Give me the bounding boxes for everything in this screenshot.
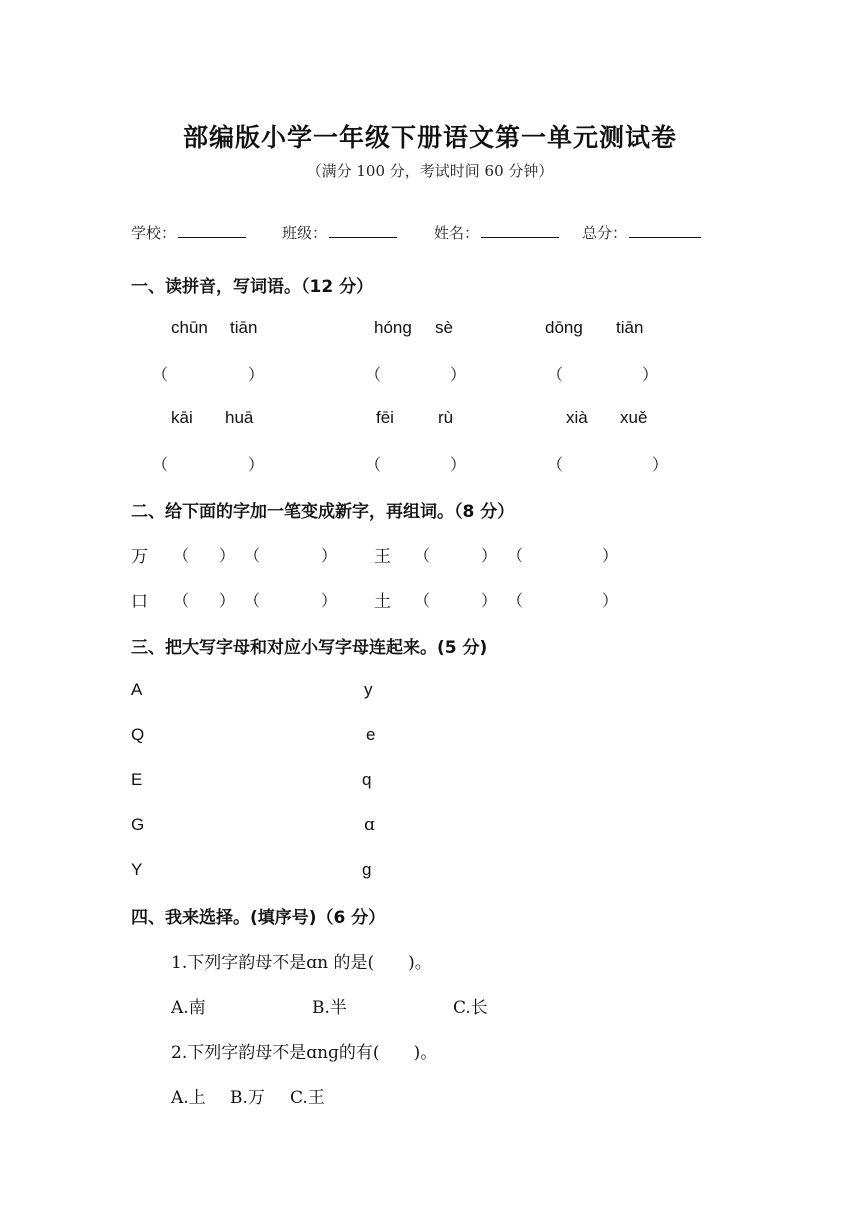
option-c[interactable]: C.长 (453, 998, 488, 1018)
school-field[interactable] (131, 222, 246, 243)
base-character: 口 (131, 592, 148, 612)
uppercase-letter: G (131, 815, 145, 834)
answer-paren-open: （ (547, 455, 564, 474)
answer-paren-close: ） (219, 591, 236, 610)
class-blank[interactable] (329, 223, 397, 238)
pinyin-syllable: xuě (620, 408, 648, 427)
option-c[interactable]: C.王 (290, 1088, 325, 1108)
base-character: 王 (374, 547, 391, 567)
answer-paren-close: ） (248, 455, 265, 474)
pinyin-syllable: rù (438, 408, 454, 427)
answer-paren-close: ） (481, 546, 498, 565)
uppercase-letter: A (131, 680, 143, 699)
answer-paren-close: ） (602, 591, 619, 610)
answer-paren-open: （ (365, 455, 382, 474)
name-label: 姓名： (434, 224, 480, 242)
answer-paren-open: （ (173, 591, 190, 610)
base-character: 万 (131, 547, 148, 567)
pinyin-syllable: huā (225, 408, 254, 427)
class-field[interactable] (282, 222, 397, 243)
pinyin-syllable: chūn (171, 318, 208, 337)
pinyin-syllable: tiān (230, 318, 258, 337)
school-label: 学校： (131, 224, 177, 242)
name-field[interactable] (434, 222, 559, 243)
section3-heading: 三、把大写字母和对应小写字母连起来。(5 分) (131, 638, 488, 658)
answer-paren-open: （ (507, 546, 524, 565)
answer-paren-open: （ (414, 591, 431, 610)
option-a[interactable]: A.上 (171, 1088, 206, 1108)
pinyin-syllable: sè (435, 318, 453, 337)
page-title: 部编版小学一年级下册语文第一单元测试卷 (182, 123, 677, 152)
answer-paren-close: ） (219, 546, 236, 565)
school-blank[interactable] (178, 223, 246, 238)
answer-paren-open: （ (244, 546, 261, 565)
base-character: 土 (374, 592, 391, 612)
answer-paren-close: ） (652, 455, 669, 474)
option-a[interactable]: A.南 (171, 998, 206, 1018)
lowercase-letter: ɑ (364, 815, 375, 835)
uppercase-letter: Y (131, 860, 143, 879)
pinyin-syllable: fēi (376, 408, 394, 427)
pinyin-syllable: hóng (374, 318, 412, 337)
section4-heading: 四、我来选择。(填序号)（6 分） (131, 908, 386, 928)
answer-paren-close: ） (321, 546, 338, 565)
answer-paren-open: （ (152, 365, 169, 384)
option-b[interactable]: B.万 (230, 1088, 265, 1108)
answer-paren-open: （ (173, 546, 190, 565)
question-1: 1.下列字韵母不是ɑn 的是( )。 (171, 953, 432, 973)
answer-paren-open: （ (507, 591, 524, 610)
page-subtitle: （满分 100 分，考试时间 60 分钟） (306, 162, 554, 180)
pinyin-syllable: dōng (545, 318, 583, 337)
name-blank[interactable] (481, 223, 559, 238)
answer-paren-open: （ (414, 546, 431, 565)
lowercase-letter: g (362, 860, 372, 879)
pinyin-syllable: kāi (171, 408, 193, 427)
answer-paren-close: ） (602, 546, 619, 565)
lowercase-letter: q (362, 770, 372, 789)
answer-paren-open: （ (244, 591, 261, 610)
answer-paren-open: （ (365, 365, 382, 384)
section2-heading: 二、给下面的字加一笔变成新字，再组词。（8 分） (131, 502, 515, 522)
uppercase-letter: E (131, 770, 143, 789)
score-field[interactable] (582, 222, 701, 243)
answer-paren-close: ） (481, 591, 498, 610)
answer-paren-close: ） (450, 365, 467, 384)
option-b[interactable]: B.半 (312, 998, 347, 1018)
pinyin-syllable: xià (566, 408, 588, 427)
score-blank[interactable] (629, 223, 701, 238)
uppercase-letter: Q (131, 725, 145, 744)
answer-paren-open: （ (547, 365, 564, 384)
question-2: 2.下列字韵母不是ɑnɡ的有( )。 (171, 1043, 438, 1063)
answer-paren-close: ） (642, 365, 659, 384)
score-label: 总分： (582, 224, 628, 242)
answer-paren-close: ） (248, 365, 265, 384)
pinyin-syllable: tiān (616, 318, 644, 337)
answer-paren-close: ） (321, 591, 338, 610)
lowercase-letter: e (366, 725, 376, 744)
class-label: 班级： (282, 224, 328, 242)
answer-paren-open: （ (152, 455, 169, 474)
lowercase-letter: y (364, 680, 373, 699)
answer-paren-close: ） (450, 455, 467, 474)
section1-heading: 一、读拼音，写词语。（12 分） (131, 277, 374, 297)
